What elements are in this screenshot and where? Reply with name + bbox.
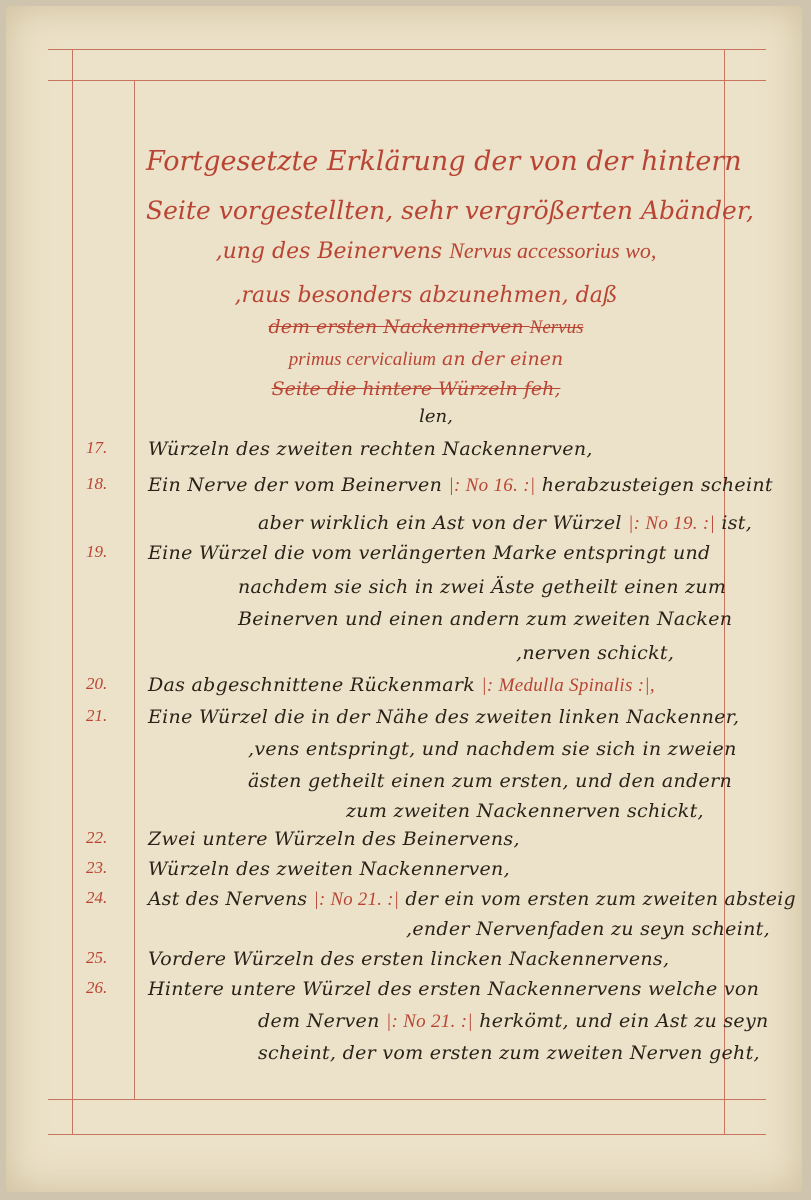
title-line-4: ,raus besonders abzunehmen, daß bbox=[234, 283, 618, 308]
frame-rule-top-inner bbox=[48, 80, 766, 81]
entry-21-line-2: ,vens entspringt, und nachdem sie sich in zweien bbox=[248, 738, 737, 760]
entry-18-text-b: herabzusteigen scheint bbox=[541, 474, 773, 496]
entry-23-line-1: Würzeln des zweiten Nackennerven, bbox=[148, 858, 510, 880]
entry-26-number: 26. bbox=[86, 978, 108, 997]
title-latin-nervus: Nervus bbox=[529, 317, 584, 338]
entry-22-number: 22. bbox=[86, 828, 108, 847]
entry-20-ref-a: |: Medulla Spinalis :|, bbox=[481, 675, 655, 696]
frame-rule-left-margin bbox=[134, 80, 135, 1100]
entry-24-number: 24. bbox=[86, 888, 108, 907]
entry-21-line-4: zum zweiten Nackennerven schickt, bbox=[346, 800, 704, 822]
title-line-7: Seite die hintere Würzeln feh, bbox=[271, 378, 561, 400]
entry-20-text-a: Das abgeschnittene Rückenmark bbox=[148, 674, 476, 696]
entry-26-text-b: herkömt, und ein Ast zu seyn bbox=[479, 1010, 769, 1032]
title-latin-accessorius: Nervus accessorius wo, bbox=[449, 238, 657, 263]
title-line-6-text: an der einen bbox=[442, 348, 564, 370]
entry-18-line-2 bbox=[258, 512, 752, 535]
entry-18-text-d: ist, bbox=[721, 512, 753, 534]
entry-18-text-a: Ein Nerve der vom Beinerven bbox=[148, 474, 443, 496]
frame-rule-left bbox=[72, 49, 73, 1135]
entry-21-number: 21. bbox=[86, 706, 108, 725]
entry-20-line-1 bbox=[148, 674, 655, 697]
entry-19-line-3: Beinerven und einen andern zum zweiten Nacken bbox=[238, 608, 733, 630]
entry-21-line-1: Eine Würzel die in der Nähe des zweiten linken Nackenner, bbox=[148, 706, 740, 728]
title-latin-primus-cervicalium: primus cervicalium bbox=[288, 349, 436, 370]
entry-26-ref-a: |: No 21. :| bbox=[385, 1011, 473, 1032]
title-line-8: len, bbox=[419, 406, 453, 427]
title-line-5-text: dem ersten Nackennerven bbox=[268, 316, 524, 338]
entry-21-line-3: ästen getheilt einen zum ersten, und den andern bbox=[248, 770, 732, 792]
entry-26-line-3: scheint, der vom ersten zum zweiten Nerven geht, bbox=[258, 1042, 760, 1064]
entry-22-line-1: Zwei untere Würzeln des Beinervens, bbox=[148, 828, 520, 850]
frame-rule-top bbox=[48, 49, 766, 50]
title-line-6 bbox=[226, 348, 626, 371]
entry-23-number: 23. bbox=[86, 858, 108, 877]
entry-19-line-2: nachdem sie sich in zwei Äste getheilt einen zum bbox=[238, 576, 727, 598]
entry-24-text-a: Ast des Nervens bbox=[148, 888, 308, 910]
entry-18-ref-a: |: No 16. :| bbox=[448, 475, 536, 496]
entry-18-ref-b: |: No 19. :| bbox=[628, 513, 716, 534]
entry-24-line-2: ,ender Nervenfaden zu seyn scheint, bbox=[406, 918, 770, 940]
entry-17-line-1: Würzeln des zweiten rechten Nackennerven, bbox=[148, 438, 593, 460]
title-line-5 bbox=[226, 316, 626, 339]
entry-26-text-a: dem Nerven bbox=[258, 1010, 380, 1032]
entry-18-text-c: aber wirklich ein Ast von der Würzel bbox=[258, 512, 622, 534]
entry-24-text-b: der ein vom ersten zum zweiten absteig bbox=[405, 888, 796, 910]
entry-18-line-1 bbox=[148, 474, 773, 497]
title-line-1: Fortgesetzte Erklärung der von der hintern bbox=[146, 146, 742, 177]
entry-20-number: 20. bbox=[86, 674, 108, 693]
entry-25-number: 25. bbox=[86, 948, 108, 967]
frame-rule-bottom-inner bbox=[48, 1099, 766, 1100]
title-line-2: Seite vorgestellten, sehr vergrößerten Abänder, bbox=[146, 196, 754, 225]
entry-18-number: 18. bbox=[86, 474, 108, 493]
entry-19-number: 19. bbox=[86, 542, 108, 561]
entry-24-ref-a: |: No 21. :| bbox=[313, 889, 400, 910]
entry-17-number: 17. bbox=[86, 438, 108, 457]
entry-25-line-1: Vordere Würzeln des ersten lincken Nackennervens, bbox=[148, 948, 670, 970]
entry-24-line-1 bbox=[148, 888, 796, 911]
title-line-3-text: ,ung des Beinervens bbox=[215, 239, 443, 264]
frame-rule-bottom bbox=[48, 1134, 766, 1135]
paper-sheet bbox=[6, 6, 802, 1192]
entry-26-line-2 bbox=[258, 1010, 769, 1033]
title-line-3 bbox=[176, 238, 696, 264]
entry-26-line-1: Hintere untere Würzel des ersten Nackennervens welche von bbox=[148, 978, 760, 1000]
entry-19-line-1: Eine Würzel die vom verlängerten Marke entspringt und bbox=[148, 542, 711, 564]
entry-19-line-4: ,nerven schickt, bbox=[516, 642, 675, 664]
